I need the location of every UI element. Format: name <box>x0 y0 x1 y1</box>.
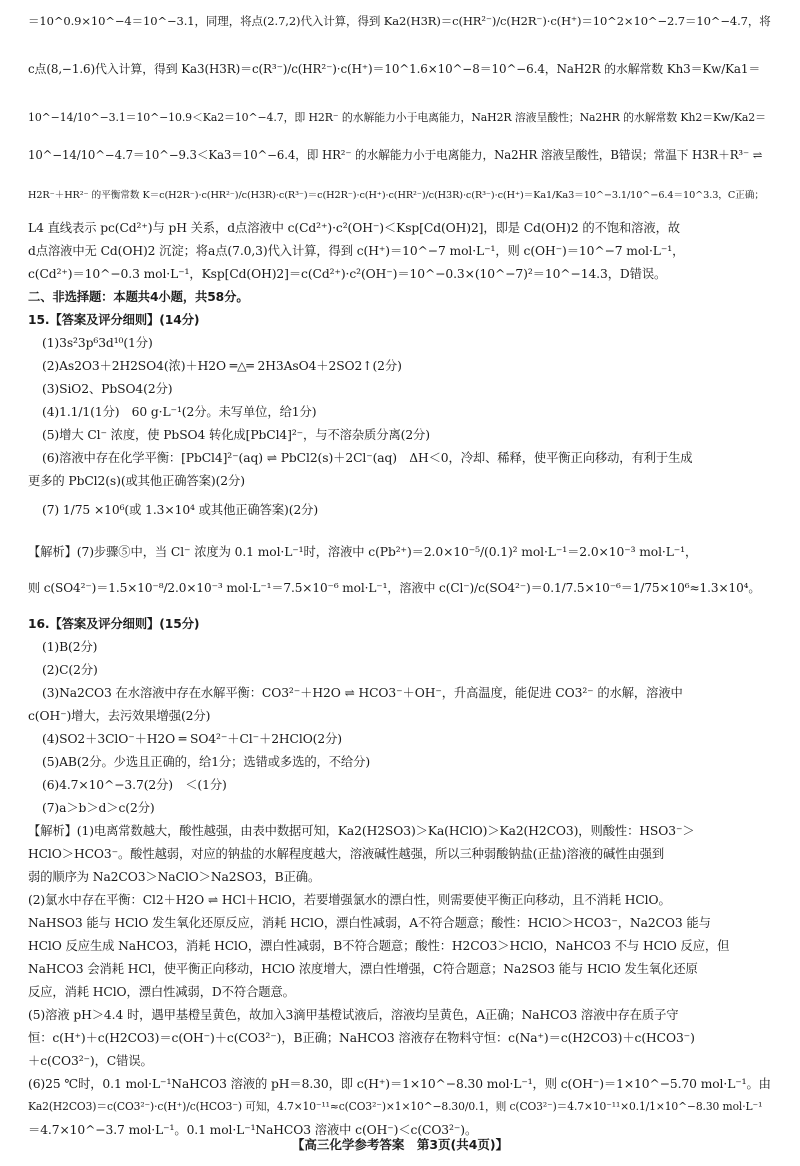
answer-line: (6)4.7×10^−3.7(2分) ＜(1分) <box>42 778 227 792</box>
answer-line: (3)SiO2、PbSO4(2分) <box>42 382 173 396</box>
text-line: ＝10^0.9×10^−4＝10^−3.1，同理，将点(2.7,2)代入计算，得到 Ka2(H3R)＝c(HR²⁻)/c(H2R⁻)·c(H⁺)＝10^2×10^−2.7＝10^−4.7，将 <box>28 14 771 28</box>
answer-line: (1)3s²3p⁶3d¹⁰(1分) <box>42 336 153 350</box>
answer-line: (6)溶液中存在化学平衡：[PbCl4]²⁻(aq) ⇌ PbCl2(s)＋2Cl⁻(aq) ΔH＜0，冷却、稀释，使平衡正向移动，有利于生成 <box>42 451 693 465</box>
answer-line: (7)a＞b＞d＞c(2分) <box>42 801 155 815</box>
analysis-line: 弱的顺序为 Na2CO3＞NaClO＞Na2SO3，B正确。 <box>28 870 321 884</box>
analysis-line: 反应，消耗 HClO，漂白性减弱，D不符合题意。 <box>28 985 295 999</box>
question-16-heading: 16.【答案及评分细则】(15分) <box>28 617 200 631</box>
page-footer: 【高三化学参考答案 第3页(共4页)】 <box>291 1137 509 1152</box>
question-15-heading: 15.【答案及评分细则】(14分) <box>28 313 200 327</box>
text-line: H2R⁻＋HR²⁻ 的平衡常数 K＝c(H2R⁻)·c(HR²⁻)/c(H3R)·c(R³⁻)＝c(H2R⁻)·c(H⁺)·c(HR²⁻)/c(H3R)·c(R³⁻)·c(H⁺)＝Ka1/Ka3＝10^−3.1/10^−6.4＝10^3.3，C正确； <box>28 190 764 201</box>
analysis-line: HClO＞HCO3⁻。酸性越弱，对应的钠盐的水解程度越大，溶液碱性越强，所以三种弱酸钠盐(正盐)溶液的碱性由强到 <box>28 847 665 861</box>
analysis-line: 恒：c(H⁺)＋c(H2CO3)＝c(OH⁻)＋c(CO3²⁻)，B正确；NaHCO3 溶液存在物料守恒：c(Na⁺)＝c(H2CO3)＋c(HCO3⁻) <box>28 1031 695 1045</box>
answer-line: (5)增大 Cl⁻ 浓度，使 PbSO4 转化成[PbCl4]²⁻，与不溶杂质分离(2分) <box>42 428 430 442</box>
answer-line: (4)SO2＋3ClO⁻＋H2O ═ SO4²⁻＋Cl⁻＋2HClO(2分) <box>42 732 342 746</box>
answer-line: (2)As2O3＋2H2SO4(浓)＋H2O ═△═ 2H3AsO4＋2SO2↑(2分) <box>42 359 402 373</box>
text-line: c(Cd²⁺)＝10^−0.3 mol·L⁻¹，Ksp[Cd(OH)2]＝c(Cd²⁺)·c²(OH⁻)＝10^−0.3×(10^−7)²＝10^−14.3，D错误。 <box>28 267 667 281</box>
analysis-line: 则 c(SO4²⁻)＝1.5×10⁻⁸/2.0×10⁻³ mol·L⁻¹＝7.5×10⁻⁶ mol·L⁻¹，溶液中 c(Cl⁻)/c(SO4²⁻)＝0.1/7.5×10⁻⁶＝1/75×10⁶≈1.3×10⁴。 <box>28 581 761 595</box>
answer-line: (5)AB(2分。少选且正确的，给1分；选错或多选的，不给分) <box>42 755 371 769</box>
text-line: d点溶液中无 Cd(OH)2 沉淀；将a点(7.0,3)代入计算，得到 c(H⁺)＝10^−7 mol·L⁻¹，则 c(OH⁻)＝10^−7 mol·L⁻¹， <box>28 244 685 258</box>
answer-line: (1)B(2分) <box>42 640 98 654</box>
analysis-line: (6)25 ℃时，0.1 mol·L⁻¹NaHCO3 溶液的 pH＝8.30，即 c(H⁺)＝1×10^−8.30 mol·L⁻¹，则 c(OH⁻)＝1×10^−5.70 mol·L⁻¹。由 <box>28 1077 771 1091</box>
answer-line: 更多的 PbCl2(s)(或其他正确答案)(2分) <box>28 474 245 488</box>
text-line: 10^−14/10^−4.7＝10^−9.3＜Ka3＝10^−6.4，即 HR²⁻ 的水解能力小于电离能力，Na2HR 溶液呈酸性，B错误；常温下 H3R＋R³⁻ ⇌ <box>28 148 763 162</box>
analysis-line: (2)氯水中存在平衡：Cl2＋H2O ⇌ HCl＋HClO，若要增强氯水的漂白性，则需要使平衡正向移动，且不消耗 HClO。 <box>28 893 671 907</box>
analysis-line: Ka2(H2CO3)＝c(CO3²⁻)·c(H⁺)/c(HCO3⁻) 可知，4.7×10⁻¹¹≈c(CO3²⁻)×1×10^−8.30/0.1，则 c(CO3²⁻)＝4.7×10⁻¹¹×0.1/1×10^−8.30 mol·L⁻¹ <box>28 1100 763 1113</box>
analysis-line: 【解析】(1)电离常数越大，酸性越强，由表中数据可知，Ka2(H2SO3)＞Ka(HClO)＞Ka2(H2CO3)，则酸性：HSO3⁻＞ <box>28 824 695 838</box>
analysis-line: ＝4.7×10^−3.7 mol·L⁻¹。0.1 mol·L⁻¹NaHCO3 溶液中 c(OH⁻)＜c(CO3²⁻)。 <box>28 1123 478 1137</box>
answer-line: (7) 1/75 ×10⁶(或 1.3×10⁴ 或其他正确答案)(2分) <box>42 503 319 517</box>
text-line: c点(8,−1.6)代入计算，得到 Ka3(H3R)＝c(R³⁻)/c(HR²⁻)·c(H⁺)＝10^1.6×10^−8＝10^−6.4，NaH2R 的水解常数 Kh3＝Kw/Ka1＝ <box>28 62 761 76</box>
text-line: 10^−14/10^−3.1＝10^−10.9＜Ka2＝10^−4.7，即 H2R⁻ 的水解能力小于电离能力，NaH2R 溶液呈酸性；Na2HR 的水解常数 Kh2＝Kw/Ka2＝ <box>28 111 766 124</box>
answer-line: c(OH⁻)增大，去污效果增强(2分) <box>28 709 211 723</box>
analysis-line: (5)溶液 pH＞4.4 时，遇甲基橙呈黄色，故加入3滴甲基橙试液后，溶液均呈黄色，A正确；NaHCO3 溶液中存在质子守 <box>28 1008 679 1022</box>
analysis-line: ＋c(CO3²⁻)，C错误。 <box>28 1054 153 1068</box>
section-heading: 二、非选择题：本题共4小题，共58分。 <box>28 290 249 304</box>
answer-line: (4)1.1/1(1分) 60 g·L⁻¹(2分。未写单位，给1分) <box>42 405 317 419</box>
text-line: L4 直线表示 pc(Cd²⁺)与 pH 关系，d点溶液中 c(Cd²⁺)·c²(OH⁻)＜Ksp[Cd(OH)2]，即是 Cd(OH)2 的不饱和溶液，故 <box>28 221 680 235</box>
analysis-line: HClO 反应生成 NaHCO3，消耗 HClO，漂白性减弱，B不符合题意；酸性：H2CO3＞HClO，NaHCO3 不与 HClO 反应，但 <box>28 939 730 953</box>
analysis-line: NaHSO3 能与 HClO 发生氧化还原反应，消耗 HClO，漂白性减弱，A不符合题意；酸性：HClO＞HCO3⁻，Na2CO3 能与 <box>28 916 711 930</box>
answer-line: (2)C(2分) <box>42 663 98 677</box>
analysis-line: NaHCO3 会消耗 HCl，使平衡正向移动，HClO 浓度增大，漂白性增强，C符合题意；Na2SO3 能与 HClO 发生氧化还原 <box>28 962 698 976</box>
analysis-line: 【解析】(7)步骤⑤中，当 Cl⁻ 浓度为 0.1 mol·L⁻¹时，溶液中 c(Pb²⁺)＝2.0×10⁻⁵/(0.1)² mol·L⁻¹＝2.0×10⁻³ mol·L⁻¹， <box>28 545 698 559</box>
answer-line: (3)Na2CO3 在水溶液中存在水解平衡：CO3²⁻＋H2O ⇌ HCO3⁻＋OH⁻，升高温度，能促进 CO3²⁻ 的水解，溶液中 <box>42 686 683 700</box>
